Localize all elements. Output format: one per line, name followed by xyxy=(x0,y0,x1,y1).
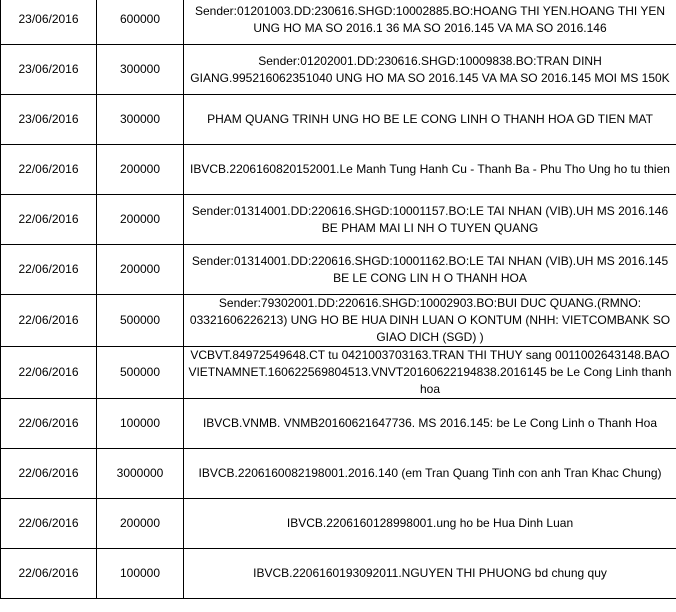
date-cell: 23/06/2016 xyxy=(1,45,97,95)
date-cell: 22/06/2016 xyxy=(1,195,97,245)
table-row xyxy=(1,347,676,399)
table-row xyxy=(1,295,676,347)
description-cell: PHAM QUANG TRINH UNG HO BE LE CONG LINH O THANH HOA GD TIEN MAT xyxy=(184,95,676,145)
date-cell: 22/06/2016 xyxy=(1,145,97,195)
date-cell: 22/06/2016 xyxy=(1,347,97,399)
description-cell: IBVCB.2206160128998001.ung ho be Hua Dinh Luan xyxy=(184,499,676,549)
description-cell: VCBVT.84972549648.CT tu 0421003703163.TRAN THI THUY sang 0011002643148.BAO VIETNAMNET.160622569804513.VNVT20160622194838.2016145 be Le Cong Linh thanh hoa xyxy=(184,347,676,399)
amount-cell: 100000 xyxy=(97,399,184,449)
table-row xyxy=(1,499,676,549)
description-cell: IBVCB.2206160082198001.2016.140 (em Tran Quang Tinh con anh Tran Khac Chung) xyxy=(184,449,676,499)
description-cell: IBVCB.VNMB. VNMB20160621647736. MS 2016.145: be Le Cong Linh o Thanh Hoa xyxy=(184,399,676,449)
description-cell: Sender:79302001.DD:220616.SHGD:10002903.BO:BUI DUC QUANG.(RMNO: 03321606226213) UNG HO BE HUA DINH LUAN O KONTUM (NHH: VIETCOMBANK SO GIAO DICH (SGD) ) xyxy=(184,295,676,347)
table-row xyxy=(1,145,676,195)
date-cell: 22/06/2016 xyxy=(1,399,97,449)
description-cell: Sender:01202001.DD:230616.SHGD:10009838.BO:TRAN DINH GIANG.995216062351040 UNG HO MA SO 2016.145 VA MA SO 2016.145 MOI MS 150K xyxy=(184,45,676,95)
table-row xyxy=(1,245,676,295)
amount-cell: 200000 xyxy=(97,499,184,549)
date-cell: 22/06/2016 xyxy=(1,499,97,549)
description-cell: IBVCB.2206160820152001.Le Manh Tung Hanh Cu - Thanh Ba - Phu Tho Ung ho tu thien xyxy=(184,145,676,195)
date-cell: 23/06/2016 xyxy=(1,95,97,145)
description-cell: Sender:01314001.DD:220616.SHGD:10001157.BO:LE TAI NHAN (VIB).UH MS 2016.146 BE PHAM MAI LI NH O TUYEN QUANG xyxy=(184,195,676,245)
description-cell: IBVCB.2206160193092011.NGUYEN THI PHUONG bd chung quy xyxy=(184,549,676,599)
table-row xyxy=(1,549,676,599)
table-row xyxy=(1,399,676,449)
amount-cell: 200000 xyxy=(97,245,184,295)
amount-cell: 200000 xyxy=(97,195,184,245)
description-cell: Sender:01201003.DD:230616.SHGD:10002885.BO:HOANG THI YEN.HOANG THI YEN UNG HO MA SO 2016.1 36 MA SO 2016.145 VA MA SO 2016.146 xyxy=(184,0,676,45)
amount-cell: 3000000 xyxy=(97,449,184,499)
amount-cell: 500000 xyxy=(97,295,184,347)
date-cell: 22/06/2016 xyxy=(1,295,97,347)
table-row xyxy=(1,0,676,45)
description-cell: Sender:01314001.DD:220616.SHGD:10001162.BO:LE TAI NHAN (VIB).UH MS 2016.145 BE LE CONG LIN H O THANH HOA xyxy=(184,245,676,295)
date-cell: 22/06/2016 xyxy=(1,549,97,599)
table-row xyxy=(1,449,676,499)
table-row xyxy=(1,195,676,245)
table-row xyxy=(1,45,676,95)
table-row xyxy=(1,95,676,145)
amount-cell: 300000 xyxy=(97,95,184,145)
date-cell: 22/06/2016 xyxy=(1,245,97,295)
donation-table-body xyxy=(1,0,676,599)
amount-cell: 100000 xyxy=(97,549,184,599)
amount-cell: 300000 xyxy=(97,45,184,95)
amount-cell: 600000 xyxy=(97,0,184,45)
amount-cell: 500000 xyxy=(97,347,184,399)
amount-cell: 200000 xyxy=(97,145,184,195)
date-cell: 22/06/2016 xyxy=(1,449,97,499)
date-cell: 23/06/2016 xyxy=(1,0,97,45)
